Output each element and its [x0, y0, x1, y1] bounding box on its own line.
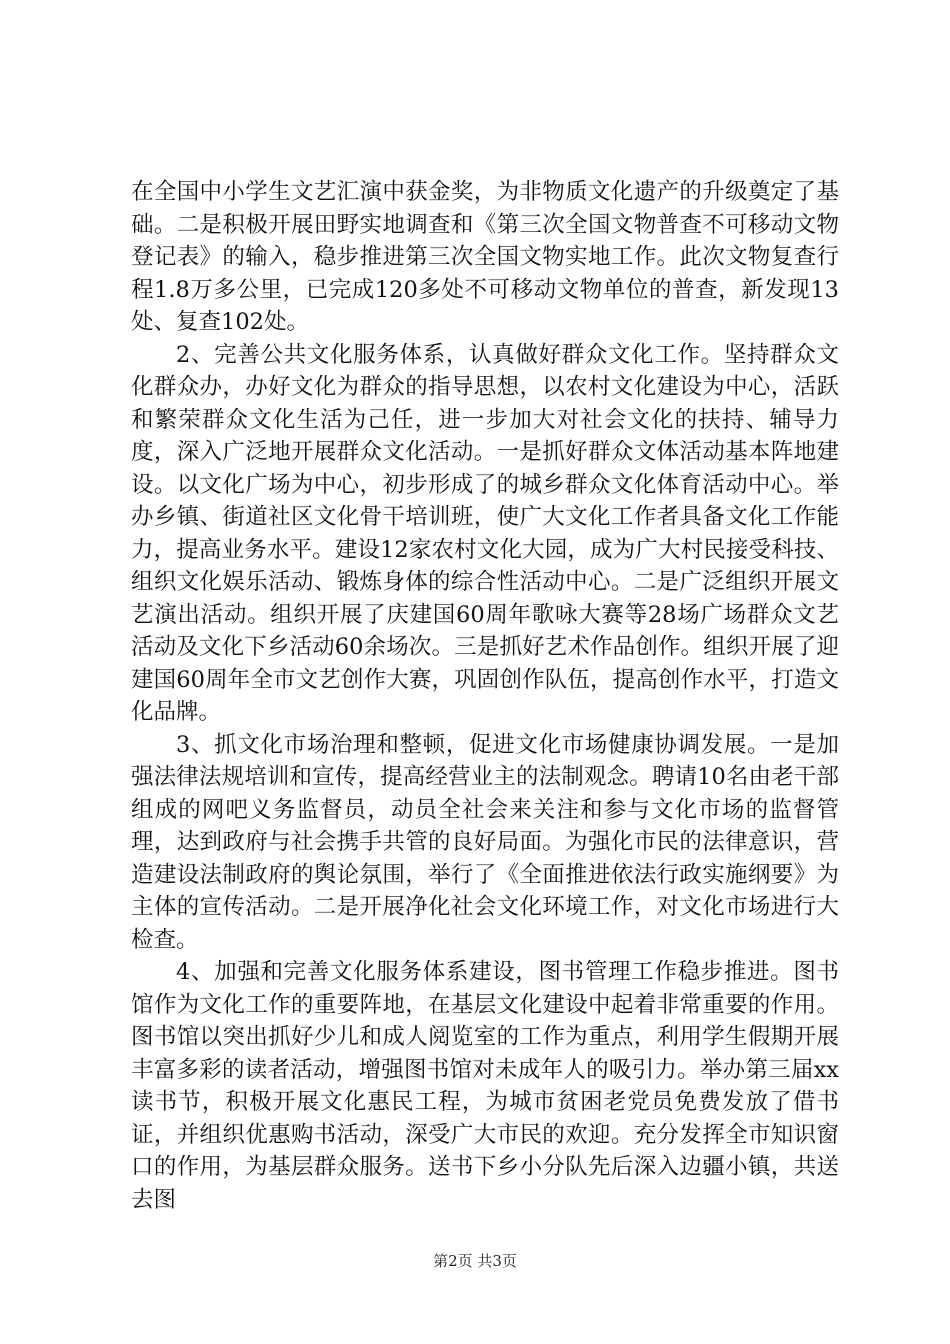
paragraph-2: 2、完善公共文化服务体系，认真做好群众文化工作。坚持群众文化群众办，办好文化为群众的指导思想，以农村文化建设为中心，活跃和繁荣群众文化生活为己任，进一步加大对社会文化的扶持、辅导力度，深入广泛地开展群众文化活动。一是抓好群众文体活动基本阵地建设。以文化广场为中心，初步形成了的城乡群众文化体育活动中心。举办乡镇、街道社区文化骨干培训班，使广大文化工作者具备文化工作能力，提高业务水平。建设12家农村文化大园，成为广大村民接受科技、组织文化娱乐活动、锻炼身体的综合性活动中心。二是广泛组织开展文艺演出活动。组织开展了庆建国60周年歌咏大赛等28场广场群众文艺活动及文化下乡活动60余场次。三是抓好艺术作品创作。组织开展了迎建国60周年全市文艺创作大赛，巩固创作队伍，提高创作水平，打造文化品牌。 — [131, 341, 839, 725]
document-body — [131, 176, 839, 1216]
paragraph-4: 4、加强和完善文化服务体系建设，图书管理工作稳步推进。图书馆作为文化工作的重要阵地，在基层文化建设中起着非常重要的作用。图书馆以突出抓好少儿和成人阅览室的工作为重点，利用学生假期开展丰富多彩的读者活动，增强图书馆对未成年人的吸引力。举办第三届xx读书节，积极开展文化惠民工程，为城市贫困老党员免费发放了借书证，并组织优惠购书活动，深受广大市民的欢迎。充分发挥全市知识窗口的作用，为基层群众服务。送书下乡小分队先后深入边疆小镇，共送去图 — [131, 959, 839, 1213]
paragraph-1: 在全国中小学生文艺汇演中获金奖，为非物质文化遗产的升级奠定了基础。二是积极开展田野实地调查和《第三次全国文物普查不可移动文物登记表》的输入，稳步推进第三次全国文物实地工作。此次文物复查行程1.8万多公里，已完成120多处不可移动文物单位的普查，新发现13处、复查102处。 — [131, 179, 839, 335]
page-number-footer: 第2页 共3页 — [433, 1252, 517, 1270]
paragraph-3: 3、抓文化市场治理和整顿，促进文化市场健康协调发展。一是加强法律法规培训和宣传，提高经营业主的法制观念。聘请10名由老干部组成的网吧义务监督员，动员全社会来关注和参与文化市场的监督管理，达到政府与社会携手共管的良好局面。为强化市民的法律意识，营造建设法制政府的舆论氛围，举行了《全面推进依法行政实施纲要》为主体的宣传活动。二是开展净化社会文化环境工作，对文化市场进行大检查。 — [131, 731, 839, 953]
